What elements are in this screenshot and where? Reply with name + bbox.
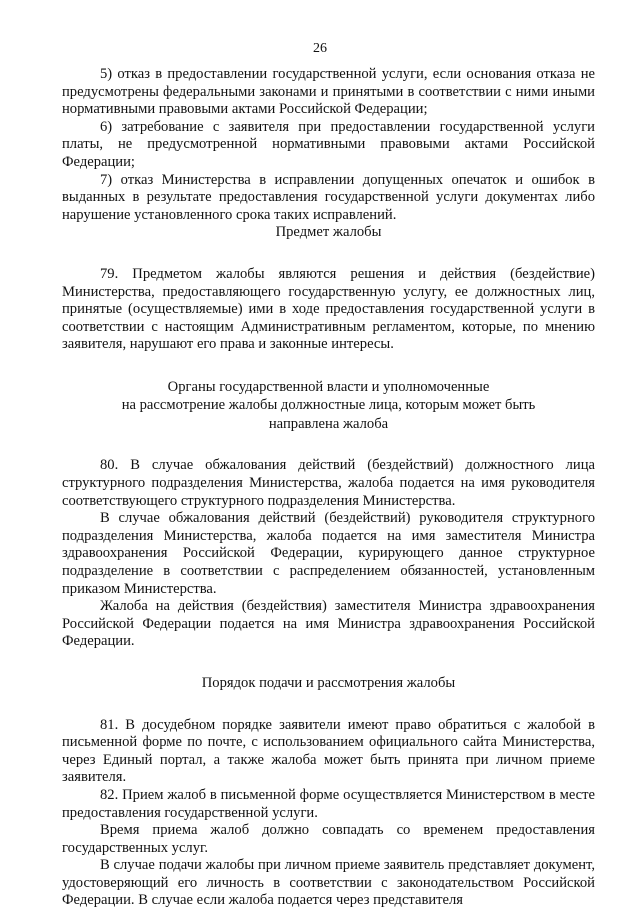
paragraph: Жалоба на действия (бездействия) заместителя Министра здравоохранения Российской Федерации подается на имя Министра здравоохранения Российской Федерации. [62, 598, 595, 650]
complaint-subject-section [62, 224, 595, 354]
section-heading: Порядок подачи и рассмотрения жалобы [201, 674, 456, 691]
paragraph: В случае подачи жалобы при личном приеме заявитель представляет документ, удостоверяющий его личность в соответствии с законодательством Российской Федерации. В случае если жалоба подается через представителя [62, 857, 595, 909]
refusal-grounds-list [62, 66, 595, 224]
authorities-section [62, 378, 595, 651]
section-heading: Предмет жалобы [275, 224, 382, 241]
paragraph-82: 82. Прием жалоб в письменной форме осуществляется Министерством в месте предоставления государственной услуги. [62, 786, 595, 821]
section-heading [62, 378, 595, 434]
list-item-6: 6) затребование с заявителя при предоставлении государственной услуги платы, не предусмотренной нормативными правовыми актами Российской Федерации; [62, 118, 595, 170]
paragraph-80: 80. В случае обжалования действий (бездействий) должностного лица структурного подразделения Министерства, жалоба подается на имя руководителя соответствующего структурного подразделения Министерства. [62, 457, 595, 509]
submission-procedure-section [62, 675, 595, 910]
paragraph: В случае обжалования действий (бездействий) руководителя структурного подразделения Министерства, жалоба подается на имя заместителя Министра здравоохранения Российской Федерации, курирующего данное структурное подразделение в соответствии с распределением обязанностей, установленным приказом Министерства. [62, 510, 595, 597]
paragraph-81: 81. В досудебном порядке заявители имеют право обратиться с жалобой в письменной форме по почте, с использованием официального сайта Министерства, через Единый портал, а также жалоба может быть принята при личном приеме заявителя. [62, 716, 595, 786]
document-body [62, 66, 595, 910]
heading-line: направлена жалоба [268, 415, 389, 432]
list-item-5: 5) отказ в предоставлении государственной услуги, если основания отказа не предусмотрены федеральными законами и принятыми в соответствии с ними иными нормативными правовыми актами Российской Федерации; [62, 66, 595, 118]
paragraph-79: 79. Предметом жалобы являются решения и действия (бездействие) Министерства, предоставляющего государственную услугу, ее должностных лиц, принятые (осуществляемые) ими в ходе предоставления государственной услуги в соответствии с настоящим Административным регламентом, которые, по мнению заявителя, нарушают его права и законные интересы. [62, 265, 595, 353]
list-item-7: 7) отказ Министерства в исправлении допущенных опечаток и ошибок в выданных в результате предоставления государственной услуги документах либо нарушение установленного срока таких исправлений. [62, 171, 595, 223]
page-number: 26 [313, 41, 327, 56]
heading-line: Органы государственной власти и уполномоченные [167, 378, 490, 395]
paragraph: Время приема жалоб должно совпадать со временем предоставления государственных услуг. [62, 822, 595, 856]
heading-line: на рассмотрение жалобы должностные лица, которым может быть [121, 397, 536, 414]
